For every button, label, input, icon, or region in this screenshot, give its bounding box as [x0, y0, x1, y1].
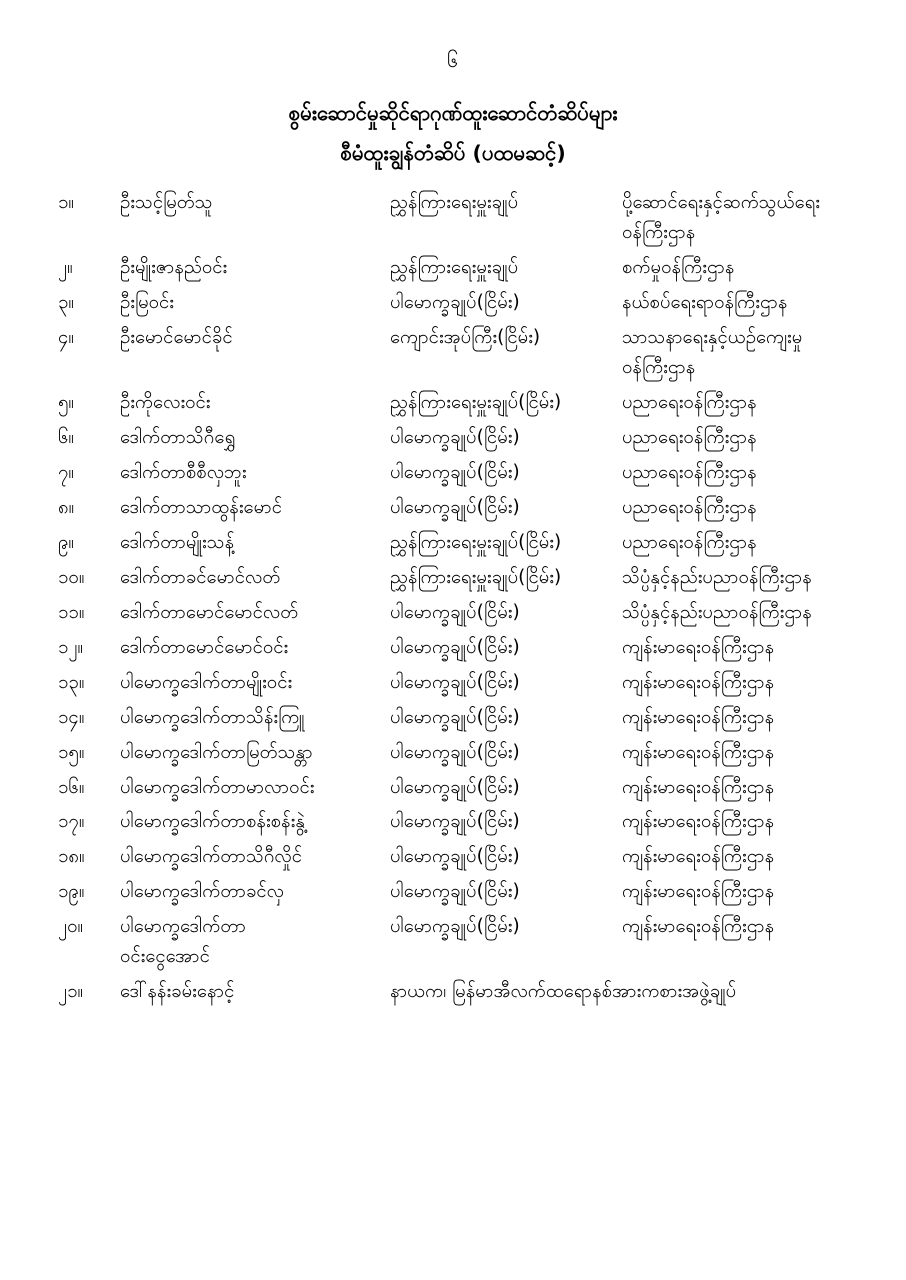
table-row [58, 285, 848, 320]
table-row [58, 385, 848, 420]
recipient-name: ဒေါက်တာသာထွန်းမောင် [120, 496, 283, 518]
table-row [58, 490, 848, 525]
recipient-position: ပါမောက္ခချုပ်(ငြိမ်း) [390, 916, 520, 938]
recipient-name: ပါမောက္ခဒေါက်တာမြတ်သန္တာ [120, 741, 313, 763]
row-index: ၉။ [58, 531, 75, 553]
row-index: ၅။ [58, 391, 75, 413]
recipient-position: ပါမောက္ခချုပ်(ငြိမ်း) [390, 776, 520, 798]
recipient-position: ညွှန်ကြားရေးမှူးချုပ် [390, 256, 519, 278]
row-index: ၂၀။ [58, 916, 84, 938]
recipient-name: ဦးကိုလေးဝင်း [120, 391, 211, 413]
row-index: ၂၁။ [58, 981, 84, 1003]
recipient-ministry: သာသနာရေးနှင့်ယဉ်ကျေးမှု ဝန်ကြီးဌာန [622, 326, 803, 378]
recipient-ministry: ကျန်းမာရေးဝန်ကြီးဌာန [622, 881, 775, 903]
recipient-name: ပါမောက္ခဒေါက်တာမာလာဝင်း [120, 776, 315, 798]
table-row [58, 630, 848, 665]
row-index: ၆။ [58, 426, 75, 448]
recipient-ministry: ကျန်းမာရေးဝန်ကြီးဌာန [622, 916, 775, 938]
recipient-ministry: ကျန်းမာရေးဝန်ကြီးဌာန [622, 671, 775, 693]
recipient-name: ပါမောက္ခဒေါက်တာခင်လှ [120, 881, 284, 903]
recipient-ministry: ကျန်းမာရေးဝန်ကြီးဌာန [622, 846, 775, 868]
row-index: ၁။ [58, 192, 75, 214]
recipient-name: ဦးမြဝင်း [120, 291, 174, 313]
recipient-ministry: ပညာရေးဝန်ကြီးဌာန [622, 391, 757, 413]
recipient-ministry: ကျန်းမာရေးဝန်ကြီးဌာန [622, 741, 775, 763]
table-row [58, 700, 848, 735]
row-index: ၁၄။ [58, 706, 85, 728]
recipient-ministry: စက်မှုဝန်ကြီးဌာန [622, 256, 735, 278]
row-index: ၁၀။ [58, 566, 85, 588]
recipient-name: ပါမောက္ခဒေါက်တာသိဂီလှိုင် [120, 846, 303, 868]
recipient-position: ပါမောက္ခချုပ်(ငြိမ်း) [390, 426, 520, 448]
recipient-ministry: ကျန်းမာရေးဝန်ကြီးဌာန [622, 636, 775, 658]
recipient-position: ညွှန်ကြားရေးမှူးချုပ်(ငြိမ်း) [390, 566, 562, 588]
row-index: ၇။ [58, 461, 75, 483]
recipient-position: ညွှန်ကြားရေးမှူးချုပ် [390, 192, 519, 214]
recipient-ministry: ပညာရေးဝန်ကြီးဌာန [622, 496, 757, 518]
recipient-name: ဒေါက်တာခင်မောင်လတ် [120, 566, 281, 588]
row-index: ၂။ [58, 256, 73, 278]
award-recipients-table [58, 186, 848, 1010]
row-index: ၁၈။ [58, 846, 85, 868]
row-index: ၄။ [58, 326, 75, 348]
row-index: ၁၅။ [58, 741, 85, 763]
table-row [58, 875, 848, 910]
recipient-ministry: ကျန်းမာရေးဝန်ကြီးဌာန [622, 706, 775, 728]
row-index: ၁၇။ [58, 811, 85, 833]
row-index: ၃။ [58, 291, 75, 313]
recipient-position: ပါမောက္ခချုပ်(ငြိမ်း) [390, 881, 520, 903]
recipient-name: ပါမောက္ခဒေါက်တာ ဝင်းငွေအောင် [120, 916, 246, 968]
row-index: ၁၉။ [58, 881, 85, 903]
recipient-name: ဦးသင့်မြတ်သူ [120, 192, 213, 214]
recipient-name: ဦးမျိုးဇာနည်ဝင်း [120, 256, 228, 278]
recipient-position: ညွှန်ကြားရေးမှူးချုပ်(ငြိမ်း) [390, 391, 562, 413]
recipient-position: ပါမောက္ခချုပ်(ငြိမ်း) [390, 741, 520, 763]
table-row [58, 560, 848, 595]
table-row [58, 840, 848, 875]
table-row [58, 420, 848, 455]
recipient-ministry: နယ်စပ်ရေးရာဝန်ကြီးဌာန [622, 291, 788, 313]
recipient-ministry: သိပ္ပံနှင့်နည်းပညာဝန်ကြီးဌာန [622, 566, 812, 588]
table-row [58, 665, 848, 700]
table-row [58, 320, 848, 385]
table-row [58, 525, 848, 560]
row-index: ၈။ [58, 496, 75, 518]
recipient-ministry: ပညာရေးဝန်ကြီးဌာန [622, 531, 757, 553]
recipient-ministry: ကျန်းမာရေးဝန်ကြီးဌာန [622, 776, 775, 798]
recipient-ministry: ကျန်းမာရေးဝန်ကြီးဌာန [622, 811, 775, 833]
recipient-position: ပါမောက္ခချုပ်(ငြိမ်း) [390, 291, 520, 313]
table-row [58, 455, 848, 490]
recipient-ministry: ပို့ဆောင်ရေးနှင့်ဆက်သွယ်ရေး ဝန်ကြီးဌာန [622, 192, 821, 243]
table-row [58, 770, 848, 805]
recipient-name: ဒေါက်တာမျိုးသန့် [120, 531, 235, 553]
recipient-ministry: ပညာရေးဝန်ကြီးဌာန [622, 461, 757, 483]
row-index: ၁၆။ [58, 776, 85, 798]
recipient-position: ပါမောက္ခချုပ်(ငြိမ်း) [390, 811, 520, 833]
table-row [58, 250, 848, 285]
recipient-position: ပါမောက္ခချုပ်(ငြိမ်း) [390, 846, 520, 868]
table-row [58, 975, 848, 1010]
recipient-position: ပါမောက္ခချုပ်(ငြိမ်း) [390, 496, 520, 518]
recipient-position: ပါမောက္ခချုပ်(ငြိမ်း) [390, 706, 520, 728]
table-row [58, 735, 848, 770]
table-row [58, 805, 848, 840]
recipient-position: ညွှန်ကြားရေးမှူးချုပ်(ငြိမ်း) [390, 531, 562, 553]
table-body [58, 186, 848, 1010]
row-index: ၁၁။ [58, 601, 85, 623]
table-row [58, 910, 848, 975]
recipient-name: ဒေါက်တာမောင်မောင်ဝင်း [120, 636, 289, 658]
recipient-name: ဒေါက်တာစီစီလှဘူး [120, 461, 247, 483]
recipient-position: ပါမောက္ခချုပ်(ငြိမ်း) [390, 671, 520, 693]
recipient-position: ပါမောက္ခချုပ်(ငြိမ်း) [390, 636, 520, 658]
title-block [58, 98, 848, 170]
recipient-position: နာယက၊ မြန်မာအီလက်ထရောနစ်အားကစားအဖွဲ့ချုပ် [390, 981, 737, 1003]
recipient-ministry: ပညာရေးဝန်ကြီးဌာန [622, 426, 757, 448]
table-row [58, 595, 848, 630]
recipient-ministry: သိပ္ပံနှင့်နည်းပညာဝန်ကြီးဌာန [622, 601, 812, 623]
recipient-position: ပါမောက္ခချုပ်(ငြိမ်း) [390, 461, 520, 483]
row-index: ၁၃။ [58, 671, 85, 693]
page-subtitle: စီမံထူးချွန်တံဆိပ် (ပထမဆင့်) [340, 140, 566, 165]
page-number: ၆ [447, 48, 459, 72]
recipient-position: ကျောင်းအုပ်ကြီး(ငြိမ်း) [390, 326, 541, 348]
recipient-name: ပါမောက္ခဒေါက်တာမျိုးဝင်း [120, 671, 293, 693]
recipient-name: ပါမောက္ခဒေါက်တာစန်းစန်းနွဲ့ [120, 811, 305, 833]
recipient-name: ဒေါက်တာမောင်မောင်လတ် [120, 601, 299, 623]
recipient-name: ဦးမောင်မောင်ခိုင် [120, 326, 233, 348]
recipient-name: ပါမောက္ခဒေါက်တာသိန်းကြူ [120, 706, 305, 728]
row-index: ၁၂။ [58, 636, 84, 658]
recipient-name: ဒေါက်တာသိဂီရွှေ [120, 426, 236, 448]
recipient-position: ပါမောက္ခချုပ်(ငြိမ်း) [390, 601, 520, 623]
table-row [58, 186, 848, 251]
recipient-name: ဒေါ်နန်းခမ်းနောင့် [120, 981, 235, 1003]
page-title: စွမ်းဆောင်မှုဆိုင်ရာဂုဏ်ထူးဆောင်တံဆိပ်များ [288, 101, 618, 125]
